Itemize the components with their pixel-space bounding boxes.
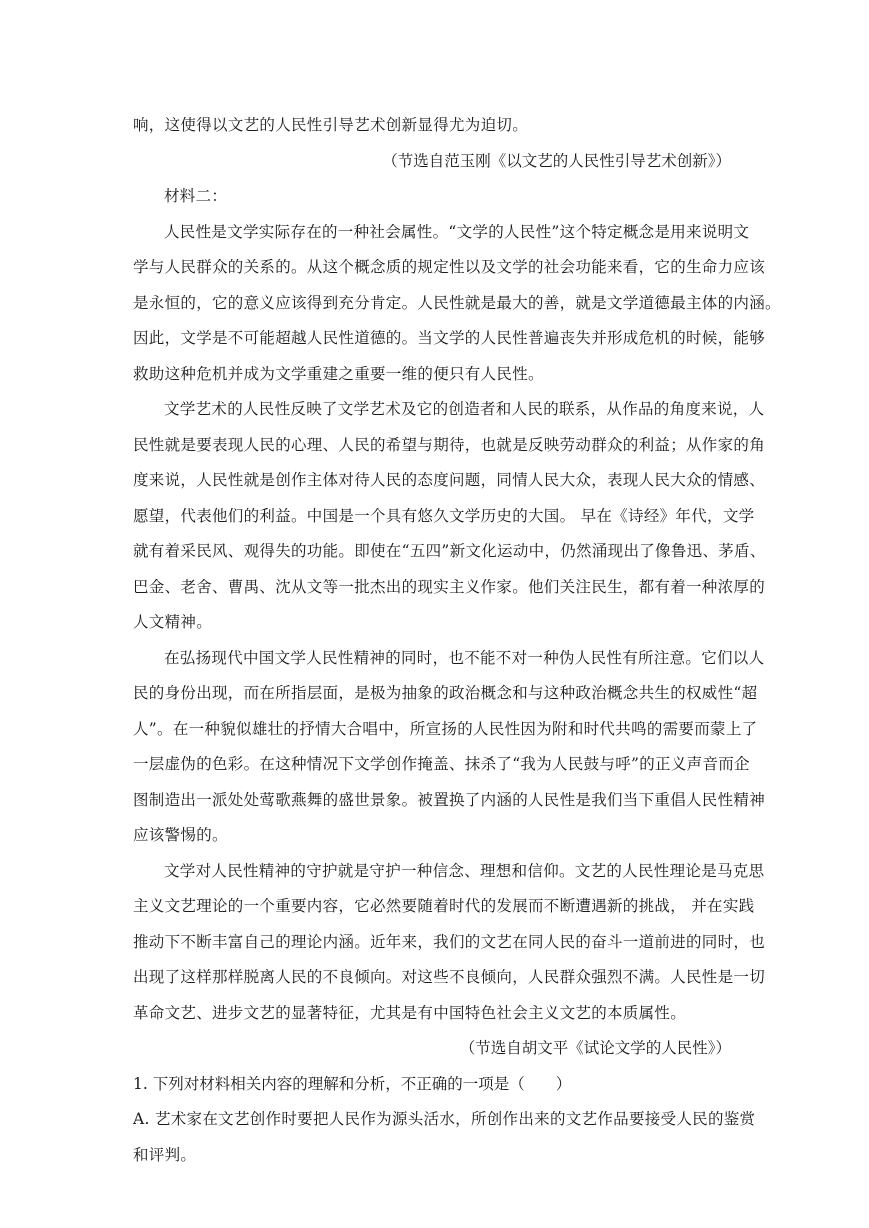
paragraph-line: 革命文艺、进步文艺的显著特征，尤其是有中国特色社会主义文艺的本质属性。 bbox=[133, 1003, 687, 1022]
paragraph-line: 在弘扬现代中国文学人民性精神的同时，也不能不对一种伪人民性有所注意。它们以人 bbox=[164, 648, 765, 667]
paragraph-line: 出现了这样那样脱离人民的不良倾向。对这些不良倾向，人民群众强烈不满。人民性是一切 bbox=[133, 968, 766, 986]
source-citation: （节选自范玉刚《以文艺的人民性引导艺术创新》） bbox=[382, 151, 731, 170]
paragraph bbox=[133, 215, 781, 393]
paragraph-line: 文学对人民性精神的守护就是守护一种信念、理想和信仰。文艺的人民性理论是马克思 bbox=[164, 861, 765, 880]
paragraph-line: 因此，文学是不可能超越人民性道德的。当文学的人民性普遍丧失并形成危机的时候，能够 bbox=[133, 329, 766, 347]
paragraph-line: 主义文艺理论的一个重要内容，它必然要随着时代的发展而不断遭遇新的挑战， 并在实践 bbox=[133, 897, 755, 915]
paragraph-line: 图制造出一派处处莺歌燕舞的盛世景象。被置换了内涵的人民性是我们当下重倡人民性精神 bbox=[133, 790, 766, 809]
section-heading: 材料二： bbox=[164, 187, 228, 205]
paragraph-line: 响，这使得以文艺的人民性引导艺术创新显得尤为迫切。 bbox=[133, 116, 529, 134]
paragraph-line: 推动下不断丰富自己的理论内涵。近年来，我们的文艺在同人民的奋斗一道前进的同时，也 bbox=[133, 932, 766, 951]
paragraph-line: 人文精神。 bbox=[133, 613, 213, 631]
paragraph-line: 巴金、老舍、曹禺、沈从文等一批杰出的现实主义作家。他们关注民生，都有着一种浓厚的 bbox=[133, 577, 766, 596]
paragraph bbox=[133, 641, 766, 854]
source-citation: （节选自胡文平《试论文学的人民性》） bbox=[459, 1039, 731, 1057]
paragraph bbox=[133, 392, 766, 641]
paragraph-line: 文学艺术的人民性反映了文学艺术及它的创造者和人民的联系，从作品的角度来说，人 bbox=[164, 400, 765, 418]
paragraph bbox=[133, 854, 766, 1032]
paragraph-line: 是永恒的，它的意义应该得到充分肯定。人民性就是最大的善，就是文学道德最主体的内涵。 bbox=[133, 293, 781, 312]
paragraph-line: 人”。在一种貌似雄壮的抒情大合唱中，所宣扬的人民性因为附和时代共鸣的需要而蒙上了 bbox=[133, 719, 758, 738]
paragraph-line: 民性就是要表现人民的心理、人民的希望与期待，也就是反映劳动群众的利益；从作家的角 bbox=[133, 435, 766, 454]
paragraph-line: 一层虚伪的色彩。在这种情况下文学创作掩盖、抹杀了“我为人民鼓与呼”的正义声音而企 bbox=[133, 755, 750, 773]
paragraph-line: 应该警惕的。 bbox=[133, 826, 228, 844]
paragraph-line: 就有着采民风、观得失的功能。即使在“五四”新文化运动中，仍然涌现出了像鲁迅、茅盾、 bbox=[133, 542, 766, 560]
paragraph-line: 愿望，代表他们的利益。中国是一个具有悠久文学历史的大国。 早在《诗经》年代，文学 bbox=[133, 506, 755, 525]
paragraph-line: 民的身份出现，而在所指层面，是极为抽象的政治概念和与这种政治概念共生的权威性“超 bbox=[133, 684, 758, 702]
question-stem: 1. 下列对材料相关内容的理解和分析，不正确的一项是（ ） bbox=[133, 1074, 572, 1093]
paragraph-line: 救助这种危机并成为文学重建之重要一维的便只有人民性。 bbox=[133, 364, 544, 383]
paragraph-line: 度来说，人民性就是创作主体对待人民的态度问题，同情人民大众，表现人民大众的情感、 bbox=[133, 471, 766, 489]
document-page bbox=[133, 108, 781, 1173]
option-a-continued: 和评判。 bbox=[133, 1145, 197, 1164]
option-a: A. 艺术家在文艺创作时要把人民作为源头活水，所创作出来的文艺作品要接受人民的鉴赏 bbox=[133, 1110, 756, 1128]
paragraph-line: 人民性是文学实际存在的一种社会属性。“文学的人民性”这个特定概念是用来说明文 bbox=[164, 222, 750, 241]
paragraph-line: 学与人民群众的关系的。从这个概念质的规定性以及文学的社会功能来看，它的生命力应该 bbox=[133, 258, 766, 276]
